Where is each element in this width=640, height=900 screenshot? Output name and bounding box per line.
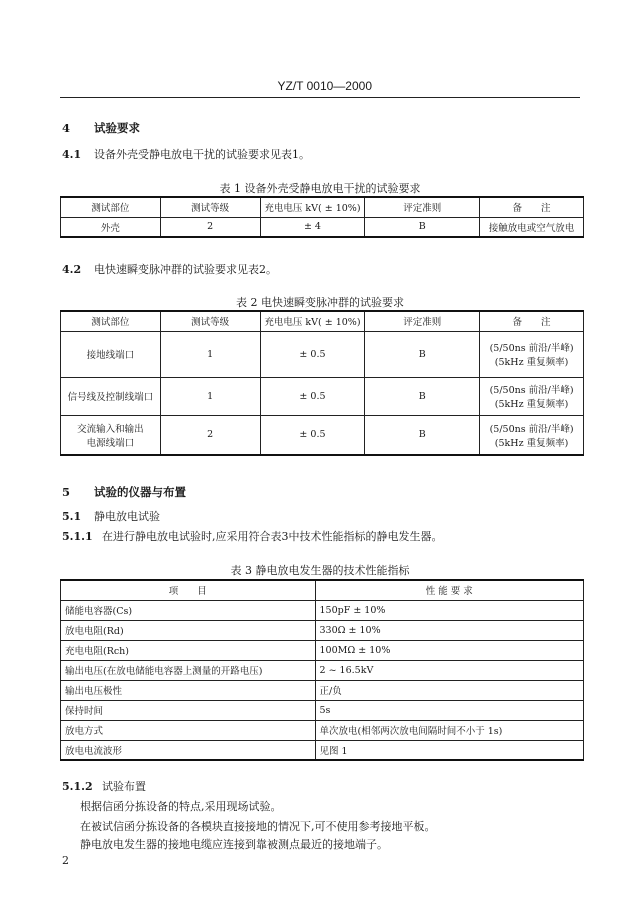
clause-text: 设备外壳受静电放电干扰的试验要求见表1。 [94, 148, 310, 161]
clause-text: 静电放电试验 [94, 510, 160, 523]
table-cell: 放电电阻(Rd) [61, 620, 316, 640]
table-3 [60, 579, 584, 761]
table-cell: B [365, 217, 480, 237]
table-header-cell: 测试部位 [61, 197, 161, 217]
table-cell: 2 [160, 217, 260, 237]
table-cell: 5s [315, 700, 584, 720]
header-rule [60, 97, 580, 98]
section-number: 4 [62, 121, 71, 135]
clause-4-2 [62, 261, 277, 277]
section-number: 5 [62, 485, 71, 499]
table-2 [60, 310, 584, 456]
table-header-cell: 备 注 [480, 197, 584, 217]
table-cell: 330Ω ± 10% [315, 620, 584, 640]
table-cell: 2 [160, 415, 260, 455]
cell-line: 电源线端口 [86, 437, 135, 449]
table-cell: 储能电容器(Cs) [61, 600, 316, 620]
table-row [61, 331, 584, 377]
section-5-heading [62, 484, 186, 500]
clause-number: 4.1 [62, 148, 82, 161]
table-header-cell: 充电电压 kV( ± 10%) [260, 311, 365, 331]
clause-number: 5.1.2 [62, 780, 93, 793]
clause-text: 试验布置 [102, 780, 146, 793]
table-1 [60, 196, 584, 238]
table-cell [480, 331, 584, 377]
table-cell [480, 415, 584, 455]
table-cell: 见图 1 [315, 740, 584, 760]
table-cell [480, 377, 584, 415]
clause-number: 5.1 [62, 510, 82, 523]
table-cell: 放电电流波形 [61, 740, 316, 760]
table-header-cell: 项 目 [61, 580, 316, 600]
table-cell: 输出电压极性 [61, 680, 316, 700]
section-title: 试验的仪器与布置 [94, 485, 186, 499]
clause-5-1-2 [62, 778, 146, 794]
clause-text: 在进行静电放电试验时,应采用符合表3中技术性能指标的静电发生器。 [102, 530, 443, 543]
cell-line: 交流输入和输出 [77, 423, 144, 435]
table-cell: 输出电压(在放电储能电容器上测量的开路电压) [61, 660, 316, 680]
document-code: YZ/T 0010—2000 [277, 79, 372, 93]
paragraph-line: 静电放电发生器的接地电缆应连接到靠被测点最近的接地端子。 [80, 838, 388, 851]
table-cell: 1 [160, 331, 260, 377]
table-header-cell: 备 注 [480, 311, 584, 331]
table-cell: 单次放电(相邻两次放电间隔时间不小于 1s) [315, 720, 584, 740]
table-header-cell: 评定准则 [365, 311, 480, 331]
table-cell: B [365, 331, 480, 377]
paragraph-line: 在被试信函分拣设备的各模块直接接地的情况下,可不使用参考接地平板。 [80, 820, 436, 833]
paragraph-line: 根据信函分拣设备的特点,采用现场试验。 [80, 800, 282, 813]
table-header-cell: 性 能 要 求 [315, 580, 584, 600]
table-cell: 2 ~ 16.5kV [315, 660, 584, 680]
table-row [61, 415, 584, 455]
table-row [61, 377, 584, 415]
note-line: (5/50ns 前沿/半峰) [489, 385, 574, 396]
table-cell: 正/负 [315, 680, 584, 700]
table-header-cell: 测试等级 [160, 197, 260, 217]
table-row [61, 640, 584, 660]
note-line: (5/50ns 前沿/半峰) [489, 343, 574, 354]
table-cell: ± 0.5 [260, 377, 365, 415]
note-line: (5/50ns 前沿/半峰) [489, 423, 574, 435]
table-2-caption: 表 2 电快速瞬变脉冲群的试验要求 [236, 296, 404, 309]
table-row [61, 740, 584, 760]
table-cell: B [365, 377, 480, 415]
table-cell: 外壳 [61, 217, 161, 237]
table-cell: 放电方式 [61, 720, 316, 740]
clause-5-1-1 [62, 528, 443, 544]
table-cell: 150pF ± 10% [315, 600, 584, 620]
table-cell [61, 415, 161, 455]
table-3-caption: 表 3 静电放电发生器的技术性能指标 [230, 564, 410, 577]
clause-4-1 [62, 146, 310, 162]
table-row [61, 600, 584, 620]
page-number: 2 [62, 854, 69, 867]
table-1-caption: 表 1 设备外壳受静电放电干扰的试验要求 [219, 182, 421, 195]
table-cell: ± 4 [260, 217, 365, 237]
table-cell: 充电电阻(Rch) [61, 640, 316, 660]
note-line: (5kHz 重复频率) [494, 357, 569, 368]
table-row [61, 680, 584, 700]
clause-text: 电快速瞬变脉冲群的试验要求见表2。 [94, 263, 277, 276]
table-cell: 100MΩ ± 10% [315, 640, 584, 660]
note-line: (5kHz 重复频率) [494, 437, 569, 449]
table-cell: ± 0.5 [260, 331, 365, 377]
table-cell: 保持时间 [61, 700, 316, 720]
table-cell: 1 [160, 377, 260, 415]
table-row [61, 217, 584, 237]
table-header-cell: 测试等级 [160, 311, 260, 331]
clause-number: 4.2 [62, 263, 82, 276]
table-row [61, 660, 584, 680]
table-row [61, 700, 584, 720]
table-cell: ± 0.5 [260, 415, 365, 455]
table-header-cell: 测试部位 [61, 311, 161, 331]
clause-5-1 [62, 508, 160, 524]
clause-number: 5.1.1 [62, 530, 93, 543]
table-row [61, 720, 584, 740]
table-cell: 接触放电或空气放电 [480, 217, 584, 237]
table-cell: B [365, 415, 480, 455]
section-4-heading [62, 120, 140, 136]
table-cell: 信号线及控制线端口 [61, 377, 161, 415]
table-cell: 接地线端口 [61, 331, 161, 377]
section-title: 试验要求 [94, 121, 140, 135]
table-row [61, 620, 584, 640]
note-line: (5kHz 重复频率) [494, 399, 569, 410]
table-header-cell: 评定准则 [365, 197, 480, 217]
table-header-cell: 充电电压 kV( ± 10%) [260, 197, 365, 217]
